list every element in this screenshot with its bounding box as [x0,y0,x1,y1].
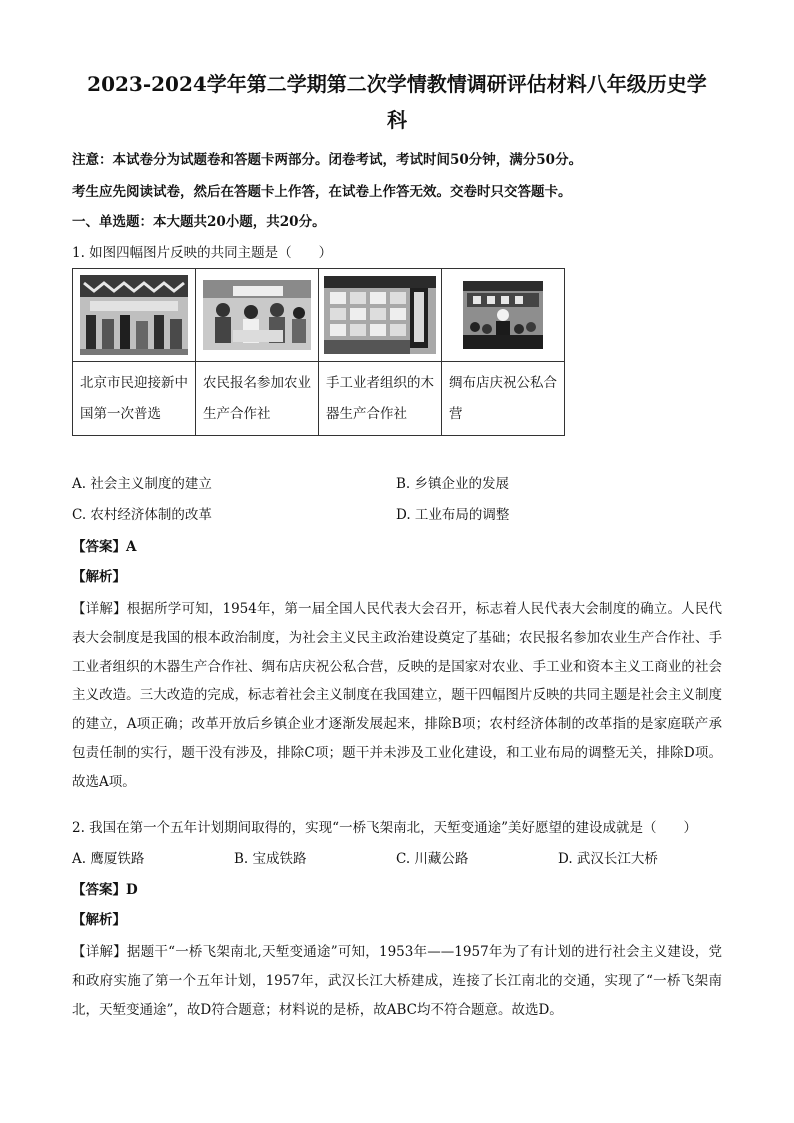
public-private-celebration-photo [463,281,543,349]
section-heading: 一、单选题：本大题共20小题，共20分。 [72,214,326,230]
notice-line-2: 考生应先阅读试卷，然后在答题卡上作答，在试卷上作答无效。交卷时只交答题卡。 [72,184,572,200]
q2-option-a[interactable]: A. 鹰厦铁路 [72,851,145,867]
election-photo [80,275,188,355]
q1-stem: 1. 如图四幅图片反映的共同主题是（ ） [72,245,333,261]
q1-caption-2: 农民报名参加农业生产合作社 [196,362,319,436]
q1-answer: 【答案】A [72,539,137,555]
q1-caption-4: 绸布店庆祝公私合营 [442,362,565,436]
q2-analysis-label: 【解析】 [72,912,126,928]
q1-option-b[interactable]: B. 乡镇企业的发展 [396,476,510,492]
q2-option-d[interactable]: D. 武汉长江大桥 [558,851,658,867]
q1-caption-1: 北京市民迎接新中国第一次普选 [73,362,196,436]
title-line-2: 科 [387,108,407,132]
notice-line-1: 注意：本试卷分为试题卷和答题卡两部分。闭卷考试，考试时间50分钟，满分50分。 [72,152,583,168]
q2-answer: 【答案】D [72,882,138,898]
cooperative-signup-photo [203,280,311,350]
q1-caption-3: 手工业者组织的木器生产合作社 [319,362,442,436]
q1-photo-cell [73,269,196,362]
q1-option-c[interactable]: C. 农村经济体制的改革 [72,507,212,523]
q1-option-d[interactable]: D. 工业布局的调整 [396,507,510,523]
q1-photo-cell [196,269,319,362]
page-title [60,66,734,138]
q1-picture-table [72,268,565,436]
q2-option-c[interactable]: C. 川藏公路 [396,851,469,867]
q2-option-b[interactable]: B. 宝成铁路 [234,851,307,867]
q1-photo-cell [319,269,442,362]
q2-stem: 2. 我国在第一个五年计划期间取得的，实现“一桥飞架南北，天堑变通途”美好愿望的建设成就是（ ） [72,820,697,836]
q1-option-a[interactable]: A. 社会主义制度的建立 [72,476,212,492]
q2-detail: 【详解】据题干“一桥飞架南北,天堑变通途”可知，1953年——1957年为了有计划的进行社会主义建设，党和政府实施了第一个五年计划，1957年，武汉长江大桥建成，连接了长江南北的交通，实现了“一桥飞架南北，天堑变通途”，故D符合题意；材料说的是桥，故ABC均不符合题意。故选D。 [72,944,722,1018]
title-line-1: 2023-2024学年第二学期第二次学情教情调研评估材料八年级历史学 [87,72,707,96]
q1-photo-cell [442,269,565,362]
woodwork-coop-photo [324,276,436,354]
q1-detail: 【详解】根据所学可知，1954年，第一届全国人民代表大会召开，标志着人民代表大会制度的确立。人民代表大会制度是我国的根本政治制度，为社会主义民主政治建设奠定了基础；农民报名参加农业生产合作社、手工业者组织的木器生产合作社、绸布店庆祝公私合营，反映的是国家对农业、手工业和资本主义工商业的社会主义改造。三大改造的完成，标志着社会主义制度在我国建立，题干四幅图片反映的共同主题是社会主义制度的建立，A项正确；改革开放后乡镇企业才逐渐发展起来，排除B项；农村经济体制的改革指的是家庭联产承包责任制的实行，题干没有涉及，排除C项；题干并未涉及工业化建设，和工业布局的调整无关，排除D项。故选A项。 [72,601,722,790]
q1-analysis-label: 【解析】 [72,569,126,585]
